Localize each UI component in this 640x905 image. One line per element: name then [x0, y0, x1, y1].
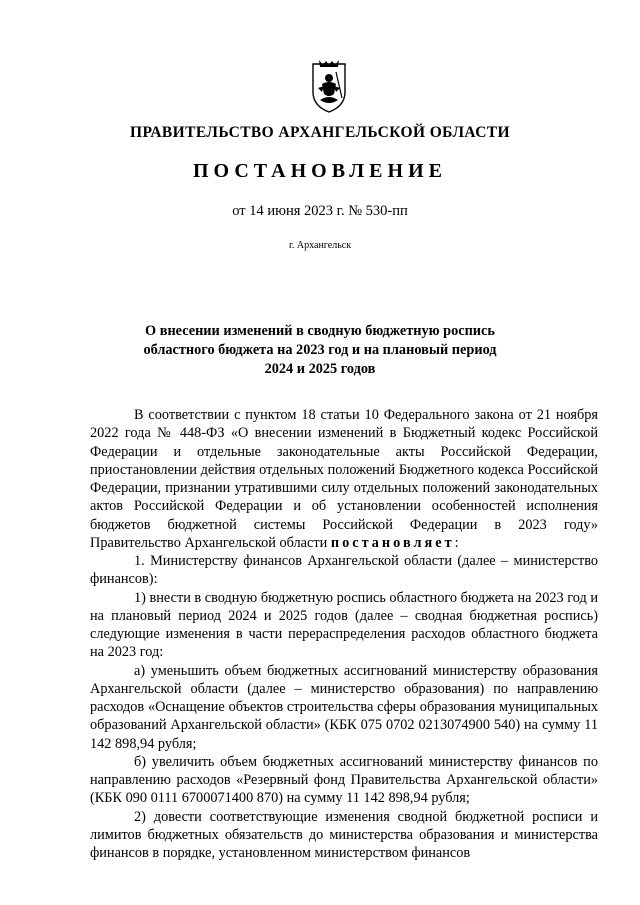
title-line: 2024 и 2025 годов [264, 361, 376, 377]
document-city: г. Архангельск [288, 240, 352, 251]
coat-of-arms-icon [310, 58, 348, 114]
item-1-2: 2) довести соответствующие изменения сводной бюджетной росписи и лимитов бюджетных обязательств до министерства образования и министерства финансов в порядке, установленном министерством финансов [90, 808, 598, 861]
document-title [120, 322, 520, 379]
item-1-1: 1) внести в сводную бюджетную роспись областного бюджета на 2023 год и на плановый период 2024 и 2025 годов (далее – сводная бюджетная роспись) следующие изменения в части перераспределения расходов областного бюджета на 2023 год: [90, 589, 598, 661]
item-1-1-b: б) увеличить объем бюджетных ассигнований министерству финансов по направлению расходов «Резервный фонд Правительства Архангельской области» (КБК 090 0111 6700071400 870) на сумму 11 142 898,94 рубля; [90, 753, 598, 807]
document-type: ПОСТАНОВЛЕНИЕ [193, 160, 447, 182]
preamble-paragraph [90, 406, 598, 552]
organization-name: ПРАВИТЕЛЬСТВО АРХАНГЕЛЬСКОЙ ОБЛАСТИ [129, 124, 510, 141]
title-line: О внесении изменений в сводную бюджетную роспись [145, 323, 495, 339]
item-1-1-a: а) уменьшить объем бюджетных ассигнований министерству образования Архангельской области (далее – министерство образования) по направлению расходов «Оснащение объектов строительства сферы образования муниципальных образований Архангельской области» (КБК 075 0702 0213074900 540) на сумму 11 142 898,94 рубля; [90, 662, 598, 752]
document-date-number: от 14 июня 2023 г. № 530-пп [232, 203, 408, 219]
title-line: областного бюджета на 2023 год и на плановый период [143, 342, 497, 358]
document-body [90, 406, 598, 862]
item-1: 1. Министерству финансов Архангельской области (далее – министерство финансов): [90, 553, 598, 588]
preamble-tail: : [454, 534, 459, 551]
decree-word: постановляет [330, 534, 455, 551]
preamble-text: В соответствии с пунктом 18 статьи 10 Федерального закона от 21 ноября 2022 года № 448-ФЗ «О внесении изменений в Бюджетный кодекс Российской Федерации и отдельные законодательные акты Российской Федерации, приостановлении действия отдельных положений Бюджетного кодекса Российской Федерации, признании утратившими силу отдельных положений законодательных актов Российской Федерации и об установлении особенностей исполнения бюджетов бюджетной системы Российской Федерации в 2023 году» Правительство Архангельской области [90, 407, 598, 551]
